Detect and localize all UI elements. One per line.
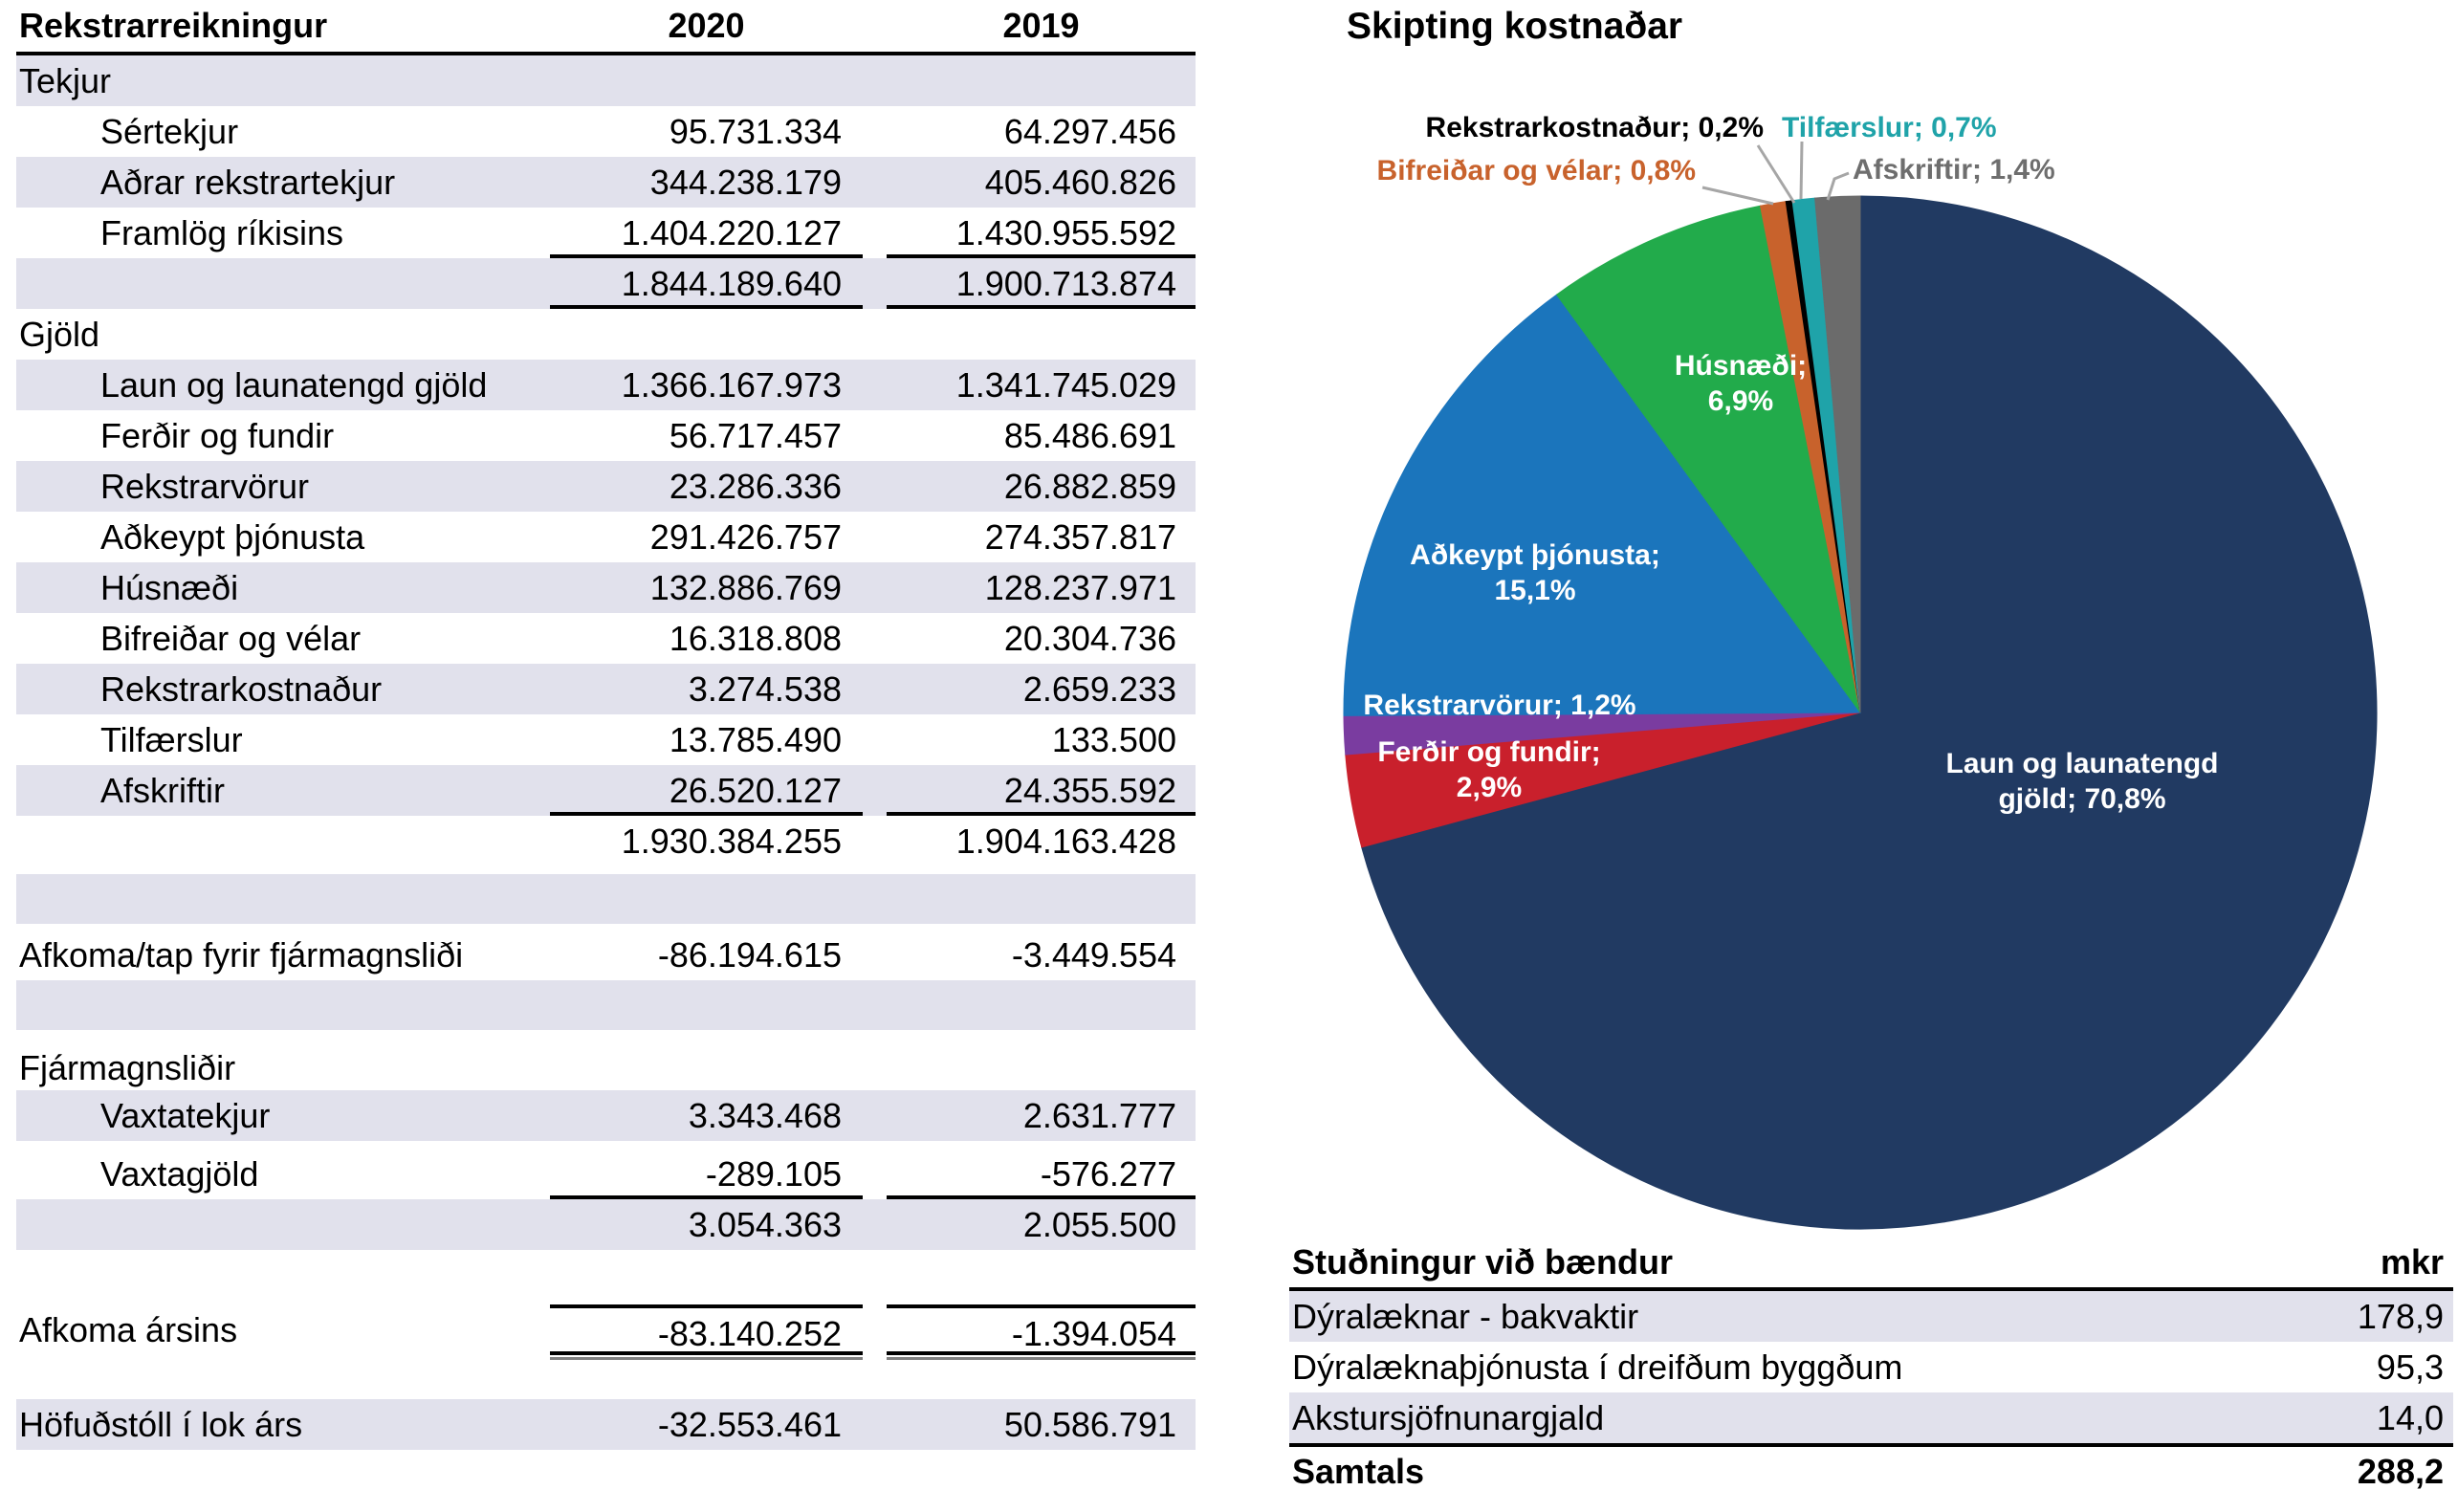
- value-2019: 20.304.736: [1003, 619, 1176, 658]
- value-2019: 133.500: [1051, 720, 1176, 759]
- income-row: [16, 157, 1196, 208]
- value-2019: 1.904.163.428: [955, 822, 1176, 861]
- income-row: [16, 461, 1196, 512]
- value-2019: 64.297.456: [1003, 112, 1176, 151]
- value-2019: 405.460.826: [984, 163, 1176, 202]
- pie-label-3-line-0: Aðkeypt þjónusta;: [1410, 539, 1660, 571]
- row-label: Afskriftir: [100, 771, 225, 810]
- leader-line-1: [1801, 142, 1802, 199]
- income-row: [16, 613, 1196, 664]
- spacer-row: [16, 866, 1196, 874]
- value-2019: 26.882.859: [1003, 467, 1176, 506]
- support-table: [1289, 1238, 2453, 1497]
- pie-label-0-line-1: gjöld; 70,8%: [1998, 783, 2166, 815]
- value-2020: 1.366.167.973: [621, 365, 842, 405]
- value-2020: -86.194.615: [657, 935, 842, 975]
- value-2020: 56.717.457: [669, 416, 842, 455]
- support-table-title: Stuðningur við bændur: [1292, 1242, 1673, 1282]
- row-label: Fjármagnsliðir: [19, 1048, 236, 1087]
- value-2020: 26.520.127: [550, 765, 863, 816]
- value-2020: 95.731.334: [669, 112, 842, 151]
- income-row: [16, 562, 1196, 613]
- support-row-label: Dýralæknar - bakvaktir: [1292, 1297, 1639, 1336]
- value-2019: 1.430.955.592: [887, 208, 1196, 258]
- value-2019: [887, 55, 1196, 106]
- pie-label-4-line-1: 6,9%: [1707, 385, 1774, 417]
- value-2020: [550, 55, 863, 106]
- support-table-body: [1289, 1291, 2453, 1443]
- value-2019: 2.631.777: [1022, 1096, 1176, 1135]
- value-2019: [887, 1045, 1196, 1090]
- pie-label-0-line-0: Laun og launatengd: [1945, 748, 2219, 779]
- value-2020: 344.238.179: [649, 163, 842, 202]
- value-2020: 291.426.757: [649, 517, 842, 557]
- row-label: Aðkeypt þjónusta: [100, 517, 365, 557]
- value-2019: 2.055.500: [1022, 1205, 1176, 1244]
- row-label: [16, 1199, 550, 1250]
- value-2019: -576.277: [887, 1149, 1196, 1199]
- pie-label-6-line-0: Rekstrarkostnaður; 0,2%: [1425, 112, 1764, 143]
- income-table-title: Rekstrarreikningur: [19, 6, 328, 45]
- income-row: [16, 1045, 1196, 1090]
- value-2019: 128.237.971: [984, 568, 1176, 607]
- value-2019: 274.357.817: [984, 517, 1176, 557]
- value-2020: 13.785.490: [669, 720, 842, 759]
- value-2020: -289.105: [550, 1149, 863, 1199]
- income-row: [16, 765, 1196, 816]
- row-label: Rekstrarvörur: [100, 467, 310, 506]
- row-label: Tekjur: [19, 61, 112, 100]
- row-label: Gjöld: [19, 315, 100, 354]
- income-row: [16, 1090, 1196, 1141]
- pie-label-4-line-0: Húsnæði;: [1674, 350, 1808, 382]
- support-table-unit: mkr: [2380, 1242, 2444, 1282]
- income-row: [16, 309, 1196, 360]
- value-2019: -1.394.054: [887, 1304, 1196, 1355]
- value-2019: [887, 309, 1196, 360]
- income-statement-table: [16, 0, 1196, 1450]
- row-label: Sértekjur: [100, 112, 239, 151]
- income-row: [16, 106, 1196, 157]
- value-2020: 1.930.384.255: [621, 822, 842, 861]
- value-2019: -3.449.554: [1011, 935, 1176, 975]
- pie-label-5-line-0: Bifreiðar og vélar; 0,8%: [1376, 155, 1696, 186]
- value-2019: [887, 874, 1196, 924]
- value-2020: -32.553.461: [657, 1405, 842, 1444]
- income-row: [16, 1304, 1196, 1355]
- support-row: [1289, 1392, 2453, 1443]
- row-label: Tilfærslur: [100, 720, 243, 759]
- row-label: [16, 980, 550, 1030]
- pie-chart-title: Skipting kostnaðar: [1347, 6, 1683, 47]
- support-row-value: 178,9: [2357, 1297, 2444, 1336]
- support-row-value: 14,0: [2376, 1398, 2444, 1437]
- support-row: [1289, 1342, 2453, 1392]
- income-row: [16, 930, 1196, 980]
- support-total-label: Samtals: [1292, 1452, 1425, 1491]
- row-label: Afkoma ársins: [19, 1310, 238, 1349]
- row-label: [16, 874, 550, 924]
- income-row: [16, 258, 1196, 309]
- row-label: Höfuðstóll í lok árs: [19, 1405, 303, 1444]
- income-row: [16, 208, 1196, 258]
- value-2020: [550, 980, 863, 1030]
- value-2020: 16.318.808: [669, 619, 842, 658]
- row-label: Laun og launatengd gjöld: [100, 365, 488, 405]
- value-2020: [550, 309, 863, 360]
- row-label: Bifreiðar og vélar: [100, 619, 362, 658]
- value-2020: [550, 874, 863, 924]
- pie-label-3-line-1: 15,1%: [1494, 575, 1576, 606]
- value-2019: 2.659.233: [1022, 669, 1176, 709]
- pie-label-1-line-1: 2,9%: [1456, 772, 1523, 803]
- column-header-2019: 2019: [1002, 6, 1080, 45]
- row-label: Rekstrarkostnaður: [100, 669, 383, 709]
- income-row: [16, 874, 1196, 924]
- value-2020: 23.286.336: [669, 467, 842, 506]
- value-2019: 85.486.691: [1003, 416, 1176, 455]
- income-row: [16, 55, 1196, 106]
- value-2019: 1.900.713.874: [887, 258, 1196, 309]
- value-2020: -83.140.252: [550, 1304, 863, 1355]
- spacer-row: [16, 1141, 1196, 1149]
- support-row-label: Akstursjöfnunargjald: [1292, 1398, 1605, 1437]
- value-2019: 24.355.592: [887, 765, 1196, 816]
- value-2020: 3.054.363: [688, 1205, 842, 1244]
- row-label: Afkoma/tap fyrir fjármagnsliði: [19, 935, 464, 975]
- spacer-row: [16, 1250, 1196, 1304]
- row-label: Aðrar rekstrartekjur: [100, 163, 396, 202]
- column-header-2020: 2020: [668, 6, 745, 45]
- value-2019: 1.341.745.029: [955, 365, 1176, 405]
- value-2019: 50.586.791: [1003, 1405, 1176, 1444]
- support-row-value: 95,3: [2376, 1348, 2444, 1387]
- income-row: [16, 980, 1196, 1030]
- support-total-value: 288,2: [2357, 1452, 2444, 1491]
- income-row: [16, 512, 1196, 562]
- row-label: [16, 816, 550, 866]
- row-label: Ferðir og fundir: [100, 416, 335, 455]
- income-row: [16, 410, 1196, 461]
- income-row: [16, 1149, 1196, 1199]
- income-row: [16, 816, 1196, 866]
- pie-label-2-line-0: Rekstrarvörur; 1,2%: [1363, 690, 1636, 721]
- support-row: [1289, 1291, 2453, 1342]
- value-2020: 1.404.220.127: [550, 208, 863, 258]
- support-table-total-row: [1289, 1443, 2453, 1497]
- income-row: [16, 1399, 1196, 1450]
- row-label: Vaxtagjöld: [100, 1154, 259, 1194]
- support-table-header: [1289, 1238, 2453, 1291]
- income-row: [16, 664, 1196, 714]
- row-label: Framlög ríkisins: [100, 213, 344, 252]
- value-2019: [887, 980, 1196, 1030]
- cost-breakdown-pie-chart: [1234, 0, 2458, 1272]
- income-row: [16, 714, 1196, 765]
- value-2020: 132.886.769: [649, 568, 842, 607]
- income-row: [16, 360, 1196, 410]
- income-row: [16, 1199, 1196, 1250]
- spacer-row: [16, 1355, 1196, 1399]
- pie-label-1-line-0: Ferðir og fundir;: [1377, 736, 1601, 768]
- value-2020: 3.343.468: [688, 1096, 842, 1135]
- value-2020: 3.274.538: [688, 669, 842, 709]
- row-label: [16, 258, 550, 309]
- value-2020: [550, 1045, 863, 1090]
- spacer-row: [16, 1030, 1196, 1045]
- row-label: Húsnæði: [100, 568, 239, 607]
- row-label: Vaxtatekjur: [100, 1096, 271, 1135]
- income-table-body: [16, 55, 1196, 1450]
- income-table-header: [16, 0, 1196, 55]
- pie-label-8-line-0: Afskriftir; 1,4%: [1853, 154, 2055, 186]
- support-row-label: Dýralæknaþjónusta í dreifðum byggðum: [1292, 1348, 1903, 1387]
- leader-line-2: [1702, 187, 1773, 204]
- value-2020: 1.844.189.640: [550, 258, 863, 309]
- leader-line-0: [1758, 145, 1794, 203]
- pie-label-7-line-0: Tilfærslur; 0,7%: [1782, 112, 1997, 143]
